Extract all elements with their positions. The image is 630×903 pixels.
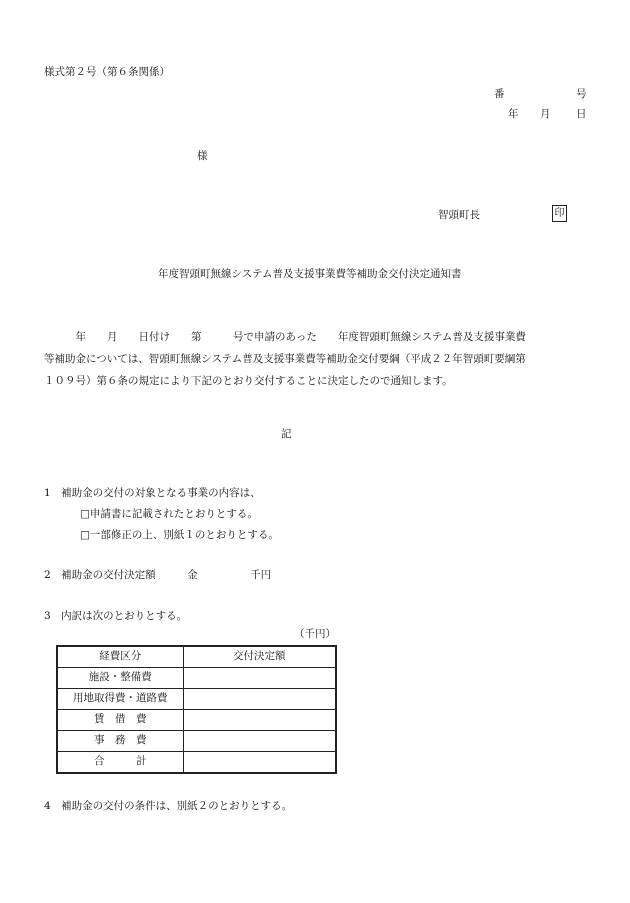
body-line-2: 等補助金については、智頭町無線システム普及支援事業費等補助金交付要綱（平成２２年智頭町要綱第: [44, 353, 526, 365]
date-year-label: 年: [508, 108, 519, 120]
body-line-3: １０９号）第６条の規定により下記のとおり交付することに決定したので通知します。: [44, 375, 453, 387]
header-amount: 交付決定額: [183, 646, 336, 668]
header-category: 経費区分: [57, 646, 183, 668]
item-1: 1 補助金の交付の対象となる事業の内容は、: [44, 487, 261, 499]
item-1-option-as-applied: □申請書に記載されたとおりとする。: [80, 508, 258, 520]
row-category: 施設・整備費: [57, 668, 183, 689]
item-3: 3 内訳は次のとおりとする。: [44, 610, 188, 622]
item-4: 4 補助金の交付の条件は、別紙２のとおりとする。: [44, 800, 293, 812]
document-title: 年度智頭町無線システム普及支援事業費等補助金交付決定通知書: [158, 268, 462, 280]
date-day-label: 日: [576, 108, 587, 120]
notice-body: [44, 326, 592, 392]
unit-label: （千円）: [294, 628, 336, 640]
body-line-1: 年 月 日付け 第 号で申請のあった 年度智頭町無線システム普及支援事業費: [44, 331, 526, 343]
row-category: 用地取得費・道路費: [57, 689, 183, 710]
document-number-label: 番: [494, 88, 505, 100]
row-category: 賃 借 費: [57, 710, 183, 731]
item-2: 2 補助金の交付決定額 金 千円: [44, 569, 272, 581]
table-row: [57, 710, 336, 731]
ki-heading: 記: [281, 428, 292, 440]
row-amount: [183, 668, 336, 689]
table-row-total: [57, 752, 336, 774]
item-1-option-modified: □一部修正の上、別紙１のとおりとする。: [80, 529, 279, 541]
table-header-row: [57, 646, 336, 668]
row-amount: [183, 731, 336, 752]
row-category: 事 務 費: [57, 731, 183, 752]
row-amount: [183, 710, 336, 731]
table-row: [57, 668, 336, 689]
breakdown-table: [56, 645, 337, 774]
table-row: [57, 689, 336, 710]
form-number: 様式第２号（第６条関係）: [44, 66, 170, 78]
document-number-suffix: 号: [576, 88, 587, 100]
date-month-label: 月: [540, 108, 551, 120]
row-category: 合 計: [57, 752, 183, 774]
issuer-name: 智頭町長: [438, 209, 480, 221]
row-amount: [183, 752, 336, 774]
addressee-suffix: 様: [197, 150, 208, 162]
seal-mark: 印: [552, 205, 567, 222]
table-row: [57, 731, 336, 752]
row-amount: [183, 689, 336, 710]
